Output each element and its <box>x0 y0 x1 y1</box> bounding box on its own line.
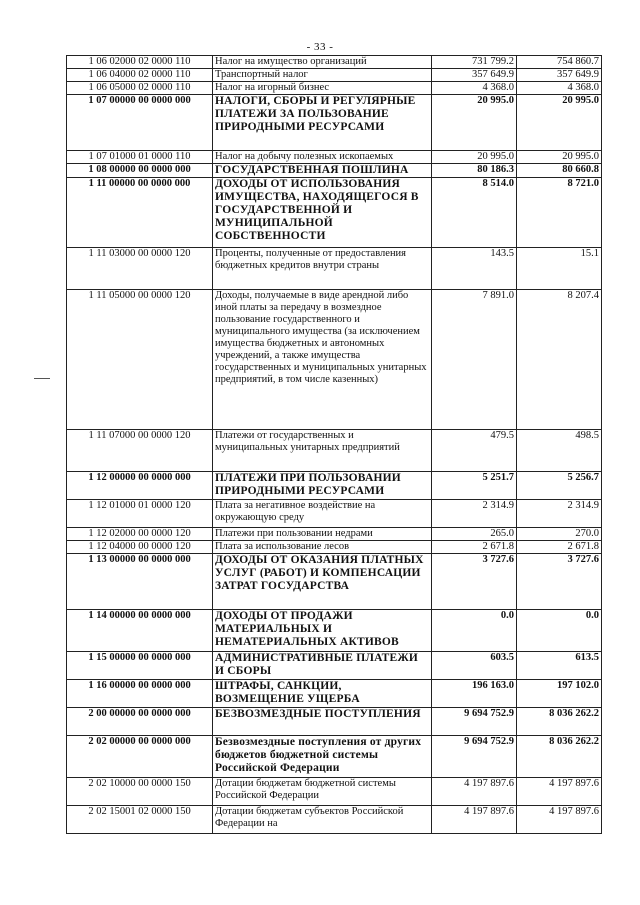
table-row <box>67 500 602 528</box>
table-row <box>67 680 602 708</box>
name-cell: Налог на игорный бизнес <box>213 82 432 95</box>
table-row <box>67 69 602 82</box>
budget-table <box>66 55 602 834</box>
value-cell-1: 5 251.7 <box>432 472 517 500</box>
value-cell-1: 80 186.3 <box>432 164 517 178</box>
value-cell-1: 4 197 897.6 <box>432 806 517 834</box>
table-row <box>67 708 602 736</box>
value-cell-2: 8 721.0 <box>517 178 602 248</box>
name-cell: Дотации бюджетам бюджетной системы Российской Федерации <box>213 778 432 806</box>
table-row <box>67 652 602 680</box>
value-cell-2: 20 995.0 <box>517 151 602 164</box>
code-cell: 2 02 10000 00 0000 150 <box>67 778 213 806</box>
name-cell: НАЛОГИ, СБОРЫ И РЕГУЛЯРНЫЕ ПЛАТЕЖИ ЗА ПОЛЬЗОВАНИЕ ПРИРОДНЫМИ РЕСУРСАМИ <box>213 95 432 151</box>
value-cell-2: 0.0 <box>517 610 602 652</box>
value-cell-2: 270.0 <box>517 528 602 541</box>
table-row <box>67 95 602 151</box>
name-cell: Налог на имущество организаций <box>213 56 432 69</box>
code-cell: 2 02 00000 00 0000 000 <box>67 736 213 778</box>
value-cell-2: 2 671.8 <box>517 541 602 554</box>
code-cell: 1 15 00000 00 0000 000 <box>67 652 213 680</box>
code-cell: 2 02 15001 02 0000 150 <box>67 806 213 834</box>
value-cell-2: 80 660.8 <box>517 164 602 178</box>
value-cell-1: 4 368.0 <box>432 82 517 95</box>
name-cell: Доходы, получаемые в виде арендной либо иной платы за передачу в возмездное пользование государственного и муниципального имущества (за исключением имущества бюджетных и автономных учреждений, а также имущества государственных и муниципальных унитарных предприятий, в том числе казенных) <box>213 290 432 430</box>
value-cell-1: 20 995.0 <box>432 151 517 164</box>
value-cell-1: 479.5 <box>432 430 517 472</box>
value-cell-1: 143.5 <box>432 248 517 290</box>
value-cell-2: 4 197 897.6 <box>517 806 602 834</box>
code-cell: 2 00 00000 00 0000 000 <box>67 708 213 736</box>
code-cell: 1 11 05000 00 0000 120 <box>67 290 213 430</box>
table-row <box>67 151 602 164</box>
value-cell-2: 8 207.4 <box>517 290 602 430</box>
value-cell-1: 20 995.0 <box>432 95 517 151</box>
margin-mark <box>34 378 50 379</box>
name-cell: ДОХОДЫ ОТ ОКАЗАНИЯ ПЛАТНЫХ УСЛУГ (РАБОТ) И КОМПЕНСАЦИИ ЗАТРАТ ГОСУДАРСТВА <box>213 554 432 610</box>
value-cell-1: 2 671.8 <box>432 541 517 554</box>
table-row <box>67 56 602 69</box>
name-cell: Плата за использование лесов <box>213 541 432 554</box>
table-row <box>67 528 602 541</box>
table-row <box>67 430 602 472</box>
code-cell: 1 14 00000 00 0000 000 <box>67 610 213 652</box>
code-cell: 1 12 04000 00 0000 120 <box>67 541 213 554</box>
table-row <box>67 82 602 95</box>
code-cell: 1 11 07000 00 0000 120 <box>67 430 213 472</box>
code-cell: 1 08 00000 00 0000 000 <box>67 164 213 178</box>
code-cell: 1 11 00000 00 0000 000 <box>67 178 213 248</box>
value-cell-2: 3 727.6 <box>517 554 602 610</box>
name-cell: Налог на добычу полезных ископаемых <box>213 151 432 164</box>
code-cell: 1 16 00000 00 0000 000 <box>67 680 213 708</box>
value-cell-1: 603.5 <box>432 652 517 680</box>
name-cell: Транспортный налог <box>213 69 432 82</box>
value-cell-1: 4 197 897.6 <box>432 778 517 806</box>
value-cell-1: 0.0 <box>432 610 517 652</box>
table-row <box>67 778 602 806</box>
code-cell: 1 07 01000 01 0000 110 <box>67 151 213 164</box>
value-cell-1: 265.0 <box>432 528 517 541</box>
value-cell-1: 2 314.9 <box>432 500 517 528</box>
table-row <box>67 164 602 178</box>
name-cell: ДОХОДЫ ОТ ПРОДАЖИ МАТЕРИАЛЬНЫХ И НЕМАТЕРИАЛЬНЫХ АКТИВОВ <box>213 610 432 652</box>
code-cell: 1 06 04000 02 0000 110 <box>67 69 213 82</box>
code-cell: 1 12 01000 01 0000 120 <box>67 500 213 528</box>
code-cell: 1 06 05000 02 0000 110 <box>67 82 213 95</box>
name-cell: Дотации бюджетам субъектов Российской Федерации на <box>213 806 432 834</box>
name-cell: Проценты, полученные от предоставления бюджетных кредитов внутри страны <box>213 248 432 290</box>
value-cell-2: 20 995.0 <box>517 95 602 151</box>
table-row <box>67 610 602 652</box>
code-cell: 1 11 03000 00 0000 120 <box>67 248 213 290</box>
value-cell-1: 9 694 752.9 <box>432 708 517 736</box>
value-cell-1: 8 514.0 <box>432 178 517 248</box>
value-cell-2: 8 036 262.2 <box>517 736 602 778</box>
value-cell-2: 8 036 262.2 <box>517 708 602 736</box>
value-cell-2: 357 649.9 <box>517 69 602 82</box>
value-cell-1: 9 694 752.9 <box>432 736 517 778</box>
name-cell: Платежи от государственных и муниципальных унитарных предприятий <box>213 430 432 472</box>
table-row <box>67 178 602 248</box>
value-cell-2: 4 197 897.6 <box>517 778 602 806</box>
code-cell: 1 12 00000 00 0000 000 <box>67 472 213 500</box>
name-cell: ДОХОДЫ ОТ ИСПОЛЬЗОВАНИЯ ИМУЩЕСТВА, НАХОДЯЩЕГОСЯ В ГОСУДАРСТВЕННОЙ И МУНИЦИПАЛЬНОЙ СОБСТВЕННОСТИ <box>213 178 432 248</box>
name-cell: Безвозмездные поступления от других бюджетов бюджетной системы Российской Федерации <box>213 736 432 778</box>
name-cell: ГОСУДАРСТВЕННАЯ ПОШЛИНА <box>213 164 432 178</box>
value-cell-1: 357 649.9 <box>432 69 517 82</box>
name-cell: БЕЗВОЗМЕЗДНЫЕ ПОСТУПЛЕНИЯ <box>213 708 432 736</box>
table-row <box>67 736 602 778</box>
value-cell-2: 4 368.0 <box>517 82 602 95</box>
table-row <box>67 806 602 834</box>
value-cell-2: 498.5 <box>517 430 602 472</box>
name-cell: АДМИНИСТРАТИВНЫЕ ПЛАТЕЖИ И СБОРЫ <box>213 652 432 680</box>
value-cell-1: 731 799.2 <box>432 56 517 69</box>
value-cell-2: 15.1 <box>517 248 602 290</box>
value-cell-2: 197 102.0 <box>517 680 602 708</box>
value-cell-2: 613.5 <box>517 652 602 680</box>
table-row <box>67 472 602 500</box>
table-row <box>67 290 602 430</box>
code-cell: 1 12 02000 00 0000 120 <box>67 528 213 541</box>
page-number: - 33 - <box>306 41 334 53</box>
code-cell: 1 06 02000 02 0000 110 <box>67 56 213 69</box>
code-cell: 1 07 00000 00 0000 000 <box>67 95 213 151</box>
name-cell: ПЛАТЕЖИ ПРИ ПОЛЬЗОВАНИИ ПРИРОДНЫМИ РЕСУРСАМИ <box>213 472 432 500</box>
table-row <box>67 541 602 554</box>
value-cell-1: 196 163.0 <box>432 680 517 708</box>
value-cell-2: 2 314.9 <box>517 500 602 528</box>
table-row <box>67 554 602 610</box>
code-cell: 1 13 00000 00 0000 000 <box>67 554 213 610</box>
table-row <box>67 248 602 290</box>
name-cell: Плата за негативное воздействие на окружающую среду <box>213 500 432 528</box>
value-cell-2: 5 256.7 <box>517 472 602 500</box>
value-cell-1: 7 891.0 <box>432 290 517 430</box>
name-cell: Платежи при пользовании недрами <box>213 528 432 541</box>
value-cell-1: 3 727.6 <box>432 554 517 610</box>
name-cell: ШТРАФЫ, САНКЦИИ, ВОЗМЕЩЕНИЕ УЩЕРБА <box>213 680 432 708</box>
value-cell-2: 754 860.7 <box>517 56 602 69</box>
